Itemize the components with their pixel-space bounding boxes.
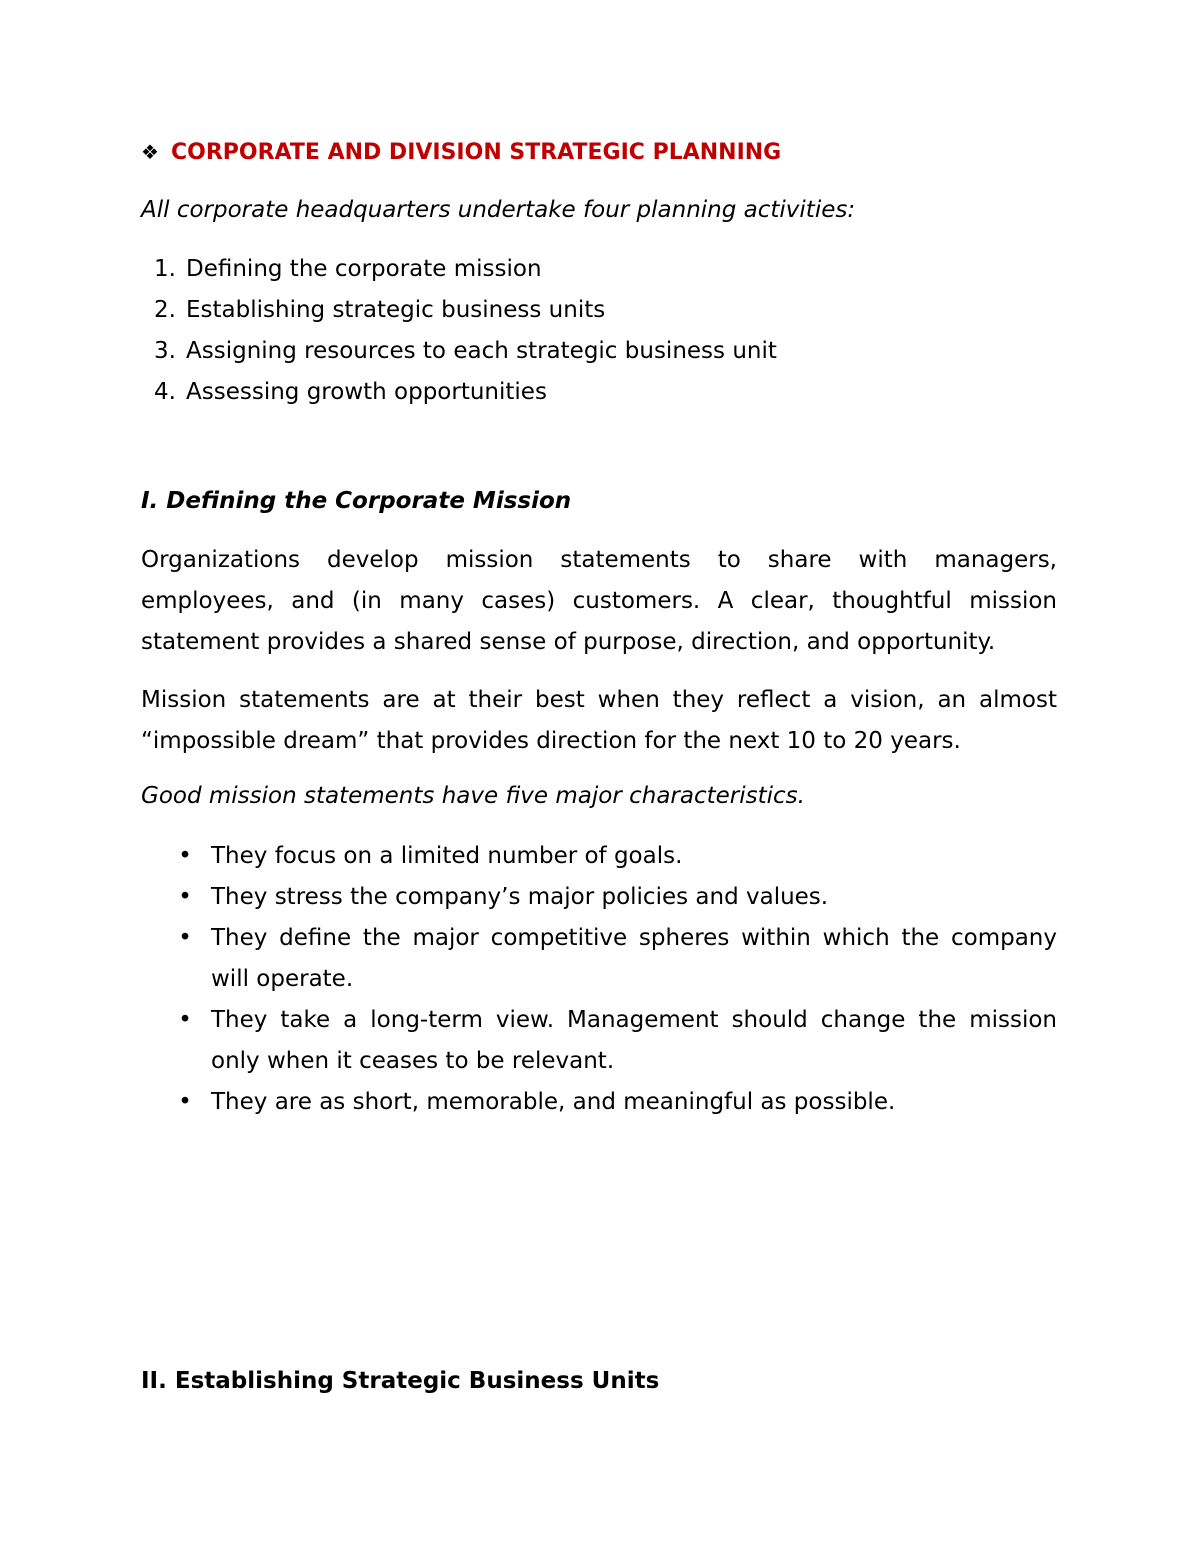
list-item: 1. Defining the corporate mission [154,256,542,282]
bullet-icon: • [178,843,192,869]
black-diamond-icon: ❖ [141,140,159,164]
bullet-icon: • [178,884,192,910]
list-item: • They stress the company’s major policies and values. [211,877,1057,918]
list-item: • They take a long-term view. Management should change the mission only when it ceases to be relevant. [211,1000,1057,1082]
list-item: • They focus on a limited number of goals. [211,836,1057,877]
list-item: • They define the major competitive spheres within which the company will operate. [211,918,1057,1000]
bullet-icon: • [178,1089,192,1115]
list-item: 4. Assessing growth opportunities [154,379,547,405]
list-item: 3. Assigning resources to each strategic business unit [154,338,777,364]
paragraph: Mission statements are at their best when they reflect a vision, an almost “impossible dream” that provides direction for the next 10 to 20 years. [141,687,1057,754]
characteristics-intro: Good mission statements have five major characteristics. [141,783,805,809]
intro-text: All corporate headquarters undertake four planning activities: [141,197,856,223]
main-heading-text: CORPORATE AND DIVISION STRATEGIC PLANNING [171,140,782,165]
bullet-icon: • [178,1007,192,1033]
paragraph: Organizations develop mission statements to share with managers, employees, and (in many cases) customers. A clear, thoughtful mission statement provides a shared sense of purpose, direction, and opportunity. [141,547,1057,655]
section-two-heading: II. Establishing Strategic Business Units [141,1368,660,1394]
list-item: • They are as short, memorable, and meaningful as possible. [211,1082,1057,1123]
list-item: 2. Establishing strategic business units [154,297,606,323]
main-heading [141,140,1057,165]
characteristics-list [0,836,1200,1123]
activities-list [0,253,1200,417]
section-one-heading: I. Defining the Corporate Mission [141,488,572,514]
bullet-icon: • [178,925,192,951]
